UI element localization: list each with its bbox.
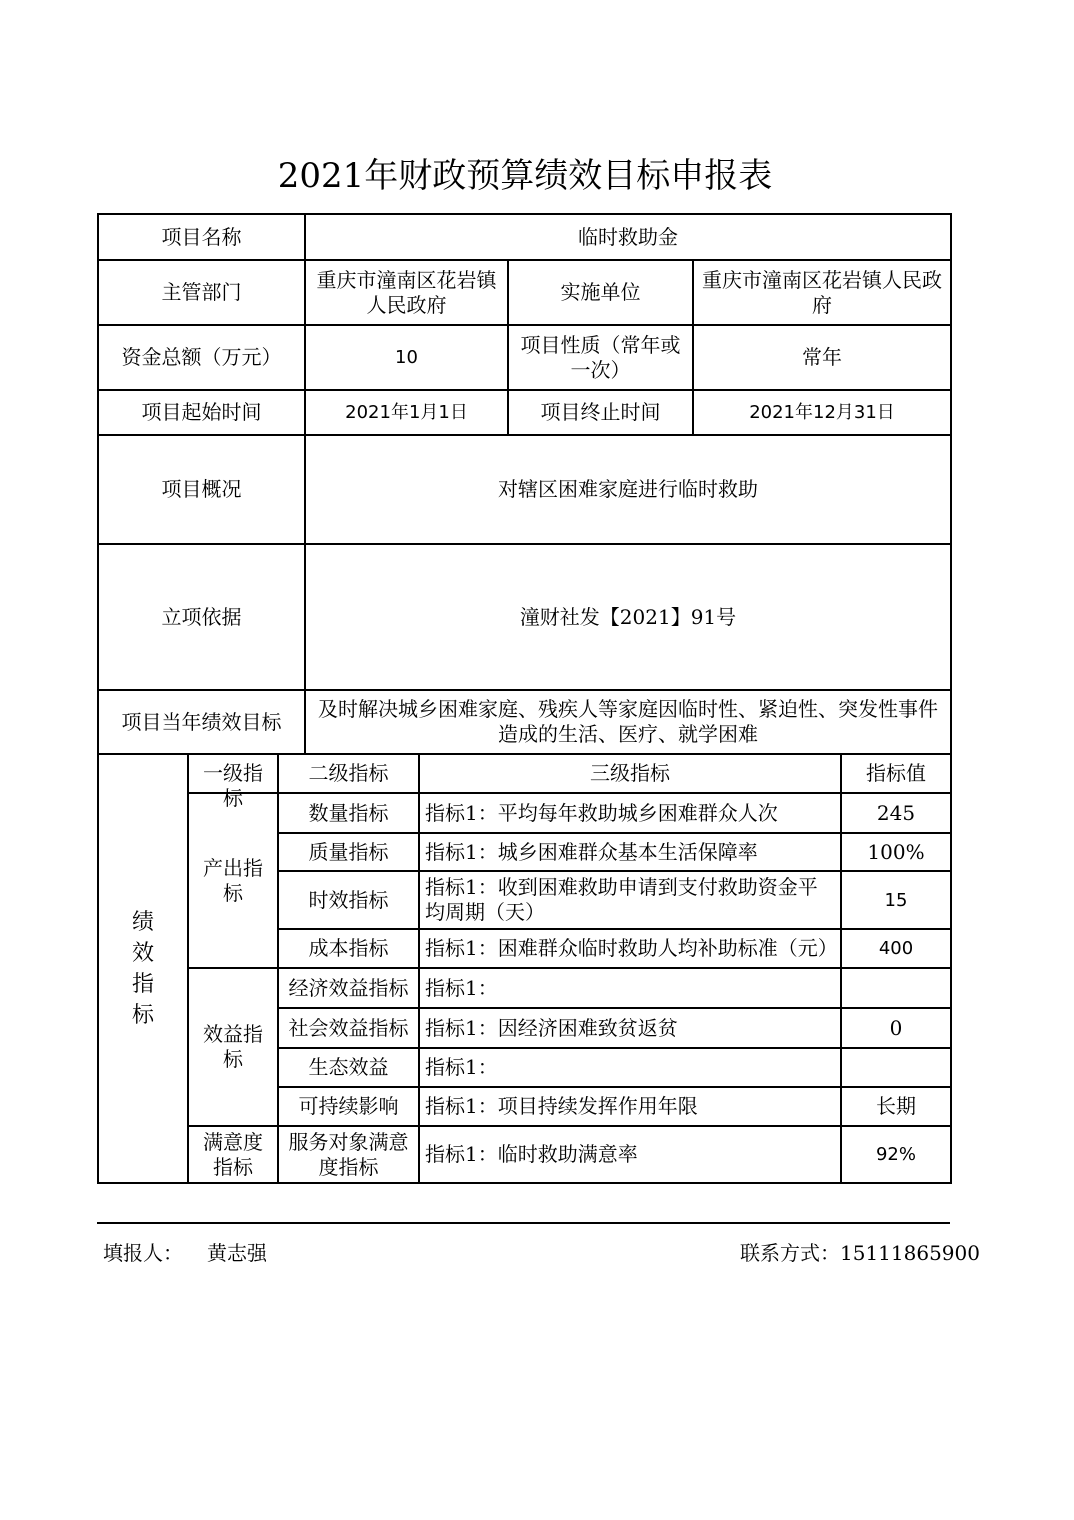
value-cell: 100% bbox=[841, 833, 951, 871]
value-cell bbox=[841, 968, 951, 1008]
footer-divider bbox=[97, 1222, 950, 1224]
level3-cell: 指标1：城乡困难群众基本生活保障率 bbox=[419, 833, 841, 871]
basis-label: 立项依据 bbox=[98, 544, 305, 690]
row-project-name bbox=[98, 214, 951, 260]
row-fund bbox=[98, 325, 951, 390]
table-row bbox=[98, 1126, 951, 1183]
level3-cell: 指标1：困难群众临时救助人均补助标准（元） bbox=[419, 929, 841, 968]
filler-name: 黄志强 bbox=[207, 1241, 267, 1265]
level3-cell: 指标1：收到困难救助申请到支付救助资金平均周期（天） bbox=[419, 871, 841, 929]
project-name-label: 项目名称 bbox=[98, 214, 305, 260]
value-cell: 400 bbox=[841, 929, 951, 968]
end-value: 2021年12月31日 bbox=[693, 390, 951, 435]
contact-value: 15111865900 bbox=[840, 1241, 980, 1265]
value-cell: 长期 bbox=[841, 1087, 951, 1126]
level3-cell: 指标1： bbox=[419, 1048, 841, 1087]
level3-cell: 指标1：因经济困难致贫返贫 bbox=[419, 1008, 841, 1048]
level2-cell: 可持续影响 bbox=[278, 1087, 419, 1126]
overview-label: 项目概况 bbox=[98, 435, 305, 544]
level1-header: 一级指标 bbox=[188, 754, 278, 793]
value-cell: 92% bbox=[841, 1126, 951, 1183]
budget-table bbox=[97, 213, 952, 1184]
level3-cell: 指标1：项目持续发挥作用年限 bbox=[419, 1087, 841, 1126]
goal-label: 项目当年绩效目标 bbox=[98, 690, 305, 754]
start-label: 项目起始时间 bbox=[98, 390, 305, 435]
output-indicator-group: 产出指标 bbox=[188, 793, 278, 968]
row-overview bbox=[98, 435, 951, 544]
dept-label: 主管部门 bbox=[98, 260, 305, 325]
row-indicator-header bbox=[98, 754, 951, 793]
contact-label: 联系方式： bbox=[740, 1241, 840, 1265]
benefit-indicator-group: 效益指标 bbox=[188, 968, 278, 1126]
value-header: 指标值 bbox=[841, 754, 951, 793]
dept-value: 重庆市潼南区花岩镇人民政府 bbox=[305, 260, 508, 325]
impl-unit-value: 重庆市潼南区花岩镇人民政府 bbox=[693, 260, 951, 325]
nature-label: 项目性质（常年或一次） bbox=[508, 325, 693, 390]
level3-cell: 指标1： bbox=[419, 968, 841, 1008]
level2-cell: 服务对象满意度指标 bbox=[278, 1126, 419, 1183]
value-cell: 15 bbox=[841, 871, 951, 929]
perf-indicator-label: 绩效指标 bbox=[98, 754, 188, 1183]
end-label: 项目终止时间 bbox=[508, 390, 693, 435]
level2-cell: 经济效益指标 bbox=[278, 968, 419, 1008]
nature-value: 常年 bbox=[693, 325, 951, 390]
level2-cell: 时效指标 bbox=[278, 871, 419, 929]
basis-value: 潼财社发【2021】91号 bbox=[305, 544, 951, 690]
level3-header: 三级指标 bbox=[419, 754, 841, 793]
contact-info bbox=[740, 1240, 980, 1266]
level2-cell: 生态效益 bbox=[278, 1048, 419, 1087]
start-value: 2021年1月1日 bbox=[305, 390, 508, 435]
row-basis bbox=[98, 544, 951, 690]
fund-value: 10 bbox=[305, 325, 508, 390]
level3-cell: 指标1：临时救助满意率 bbox=[419, 1126, 841, 1183]
overview-value: 对辖区困难家庭进行临时救助 bbox=[305, 435, 951, 544]
filler-info bbox=[103, 1240, 267, 1266]
project-name-value: 临时救助金 bbox=[305, 214, 951, 260]
level3-cell: 指标1：平均每年救助城乡困难群众人次 bbox=[419, 793, 841, 833]
row-department bbox=[98, 260, 951, 325]
filler-label: 填报人： bbox=[103, 1241, 183, 1265]
level2-cell: 质量指标 bbox=[278, 833, 419, 871]
goal-value: 及时解决城乡困难家庭、残疾人等家庭因临时性、紧迫性、突发性事件造成的生活、医疗、就学困难 bbox=[305, 690, 951, 754]
level2-cell: 社会效益指标 bbox=[278, 1008, 419, 1048]
table-row bbox=[98, 968, 951, 1008]
value-cell: 0 bbox=[841, 1008, 951, 1048]
fund-label: 资金总额（万元） bbox=[98, 325, 305, 390]
level2-header: 二级指标 bbox=[278, 754, 419, 793]
level2-cell: 数量指标 bbox=[278, 793, 419, 833]
row-dates bbox=[98, 390, 951, 435]
level2-cell: 成本指标 bbox=[278, 929, 419, 968]
value-cell: 245 bbox=[841, 793, 951, 833]
value-cell bbox=[841, 1048, 951, 1087]
row-goal bbox=[98, 690, 951, 754]
impl-unit-label: 实施单位 bbox=[508, 260, 693, 325]
satisfaction-indicator-group: 满意度指标 bbox=[188, 1126, 278, 1183]
page-title: 2021年财政预算绩效目标申报表 bbox=[277, 156, 773, 196]
